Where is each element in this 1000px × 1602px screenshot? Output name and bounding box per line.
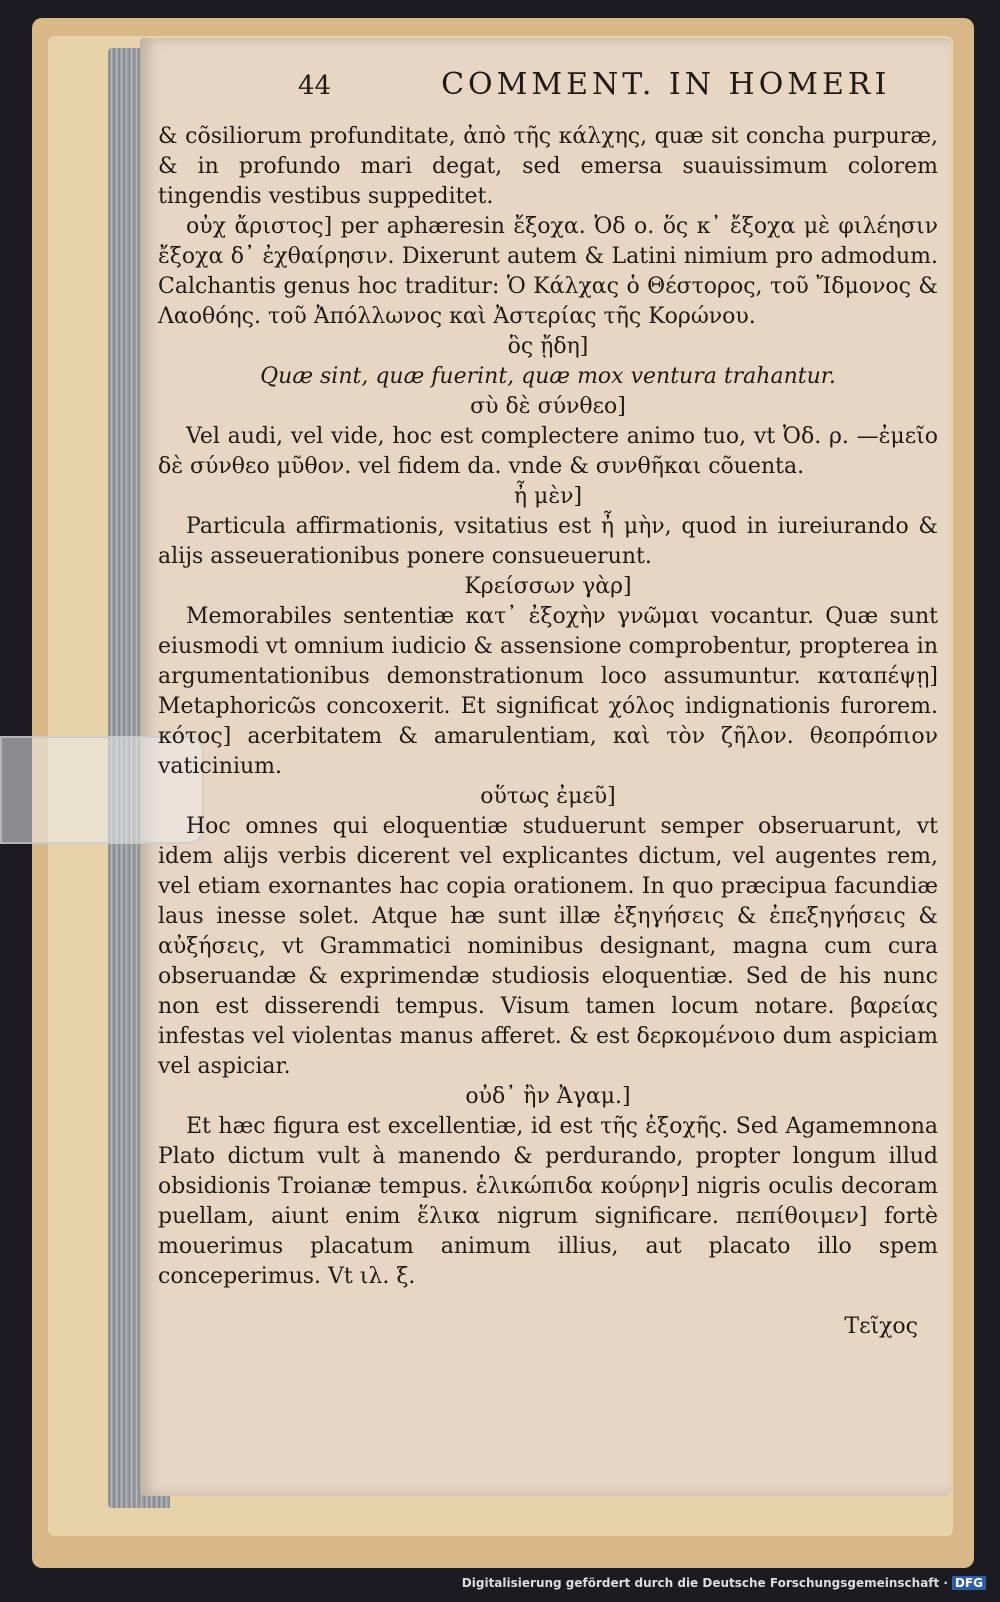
lemma-heading: ἦ μὲν] [513,484,583,509]
page-header [158,67,938,122]
lemma-heading: σὺ δὲ σύνθεο] [470,394,626,419]
dfg-logo: DFG [952,1576,986,1590]
page-text-block [158,67,938,1470]
page-number: 44 [298,71,332,101]
running-title: COMMENT. IN HOMERI [441,67,891,102]
lemma-heading: Κρείσσων γὰρ] [464,574,632,599]
paragraph: Memorabiles sententiæ κατ᾽ ἐξοχὴν γνῶμαι vocantur. Quæ sunt eiusmodi vt omnium iudicio & assensione comprobentur, propterea in argumentationibus demonstrationum loco assumuntur. καταπέψῃ] Metaphoricῶs concoxerit. Et significat χόλος indignationis furorem. κότος] acerbitatem & amarulentiam, καὶ τὸν ζῆλον. θεοπρόπιον vaticinium. [158,604,938,779]
footer-text: Digitalisierung gefördert durch die Deutsche Forschungsgemeinschaft · [461,1576,948,1590]
paragraph: Hoc omnes qui eloquentiæ studuerunt semper obseruarunt, vt idem alijs verbis dicerent vel explicantes dictum, vel augentes rem, vel etiam exornantes hac copia orationem. In quo præcipua facundiæ laus inesse solet. Atque hæ sunt illæ ἐξηγήσεις & ἐπεξηγήσεις & αὐξήσεις, vt Grammatici nominibus designant, magna cum cura obseruandæ & exprimendæ studiosis eloquentiæ. Sed de his nunc non est disserendi tempus. Visum tamen locum notare. βαρείας infestas vel violentas manus afferet. & est δερκομένοιο dum aspiciam vel aspiciar. [158,814,938,1079]
verse-line: Quæ sint, quæ fuerint, quæ mox ventura trahantur. [260,364,836,389]
paragraph: οὐχ ἄριστος] per aphæresin ἔξοχα. Ὀδ ο. ὅς κ᾽ ἔξοχα μὲ φιλέησιν ἔξοχα δ᾽ ἐχθαίρησιν. Dixerunt autem & Latini nimium pro admodum. Calchantis genus hoc traditur: Ὁ Κάλχας ὁ Θέστορος, τοῦ Ἴδμονος & Λαοθόης. τοῦ Ἀπόλλωνος καὶ Ἀστερίας τῆς Κορώνου. [158,214,938,329]
paragraph: Vel audi, vel vide, hoc est complectere animo tuo, vt Ὀδ. ρ. —ἐμεῖο δὲ σύνθεο μῦθον. vel fidem da. vnde & συνθῆκαι cõuenta. [158,424,938,479]
text-lines [158,122,938,1292]
catchword: Τεῖχος [844,1314,918,1339]
lemma-heading: οὐδ᾽ ἢν Ἀγαμ.] [465,1084,631,1109]
paragraph: Particula affirmationis, vsitatius est ἦ μὴν, quod in iureiurando & alijs asseuerationibus ponere consueuerunt. [158,514,938,569]
paragraph: Et hæc figura est excellentiæ, id est τῆς ἐξοχῆς. Sed Agamemnona Plato dictum vult à manendo & perdurando, propter longum illud obsidionis Troianæ tempus. ἑλικώπιδα κούρην] nigris oculis decoram puellam, aiunt enim ἕλικα nigrum significare. πεπίθοιμεν] fortè mouerimus placatum animum illius, aut placato illo spem conceperimus. Vt ιλ. ξ. [158,1114,938,1289]
digitization-footer [462,1576,986,1590]
lemma-heading: οὕτως ἐμεῦ] [480,784,616,809]
lemma-heading: ὃς ᾔδη] [507,334,589,359]
paragraph: & cõsiliorum profunditate, ἀπὸ τῆς κάλχης, quæ sit concha purpuræ, & in profundo mari degat, sed emersa suauissimum colorem tingendis vestibus suppeditet. [158,124,938,209]
